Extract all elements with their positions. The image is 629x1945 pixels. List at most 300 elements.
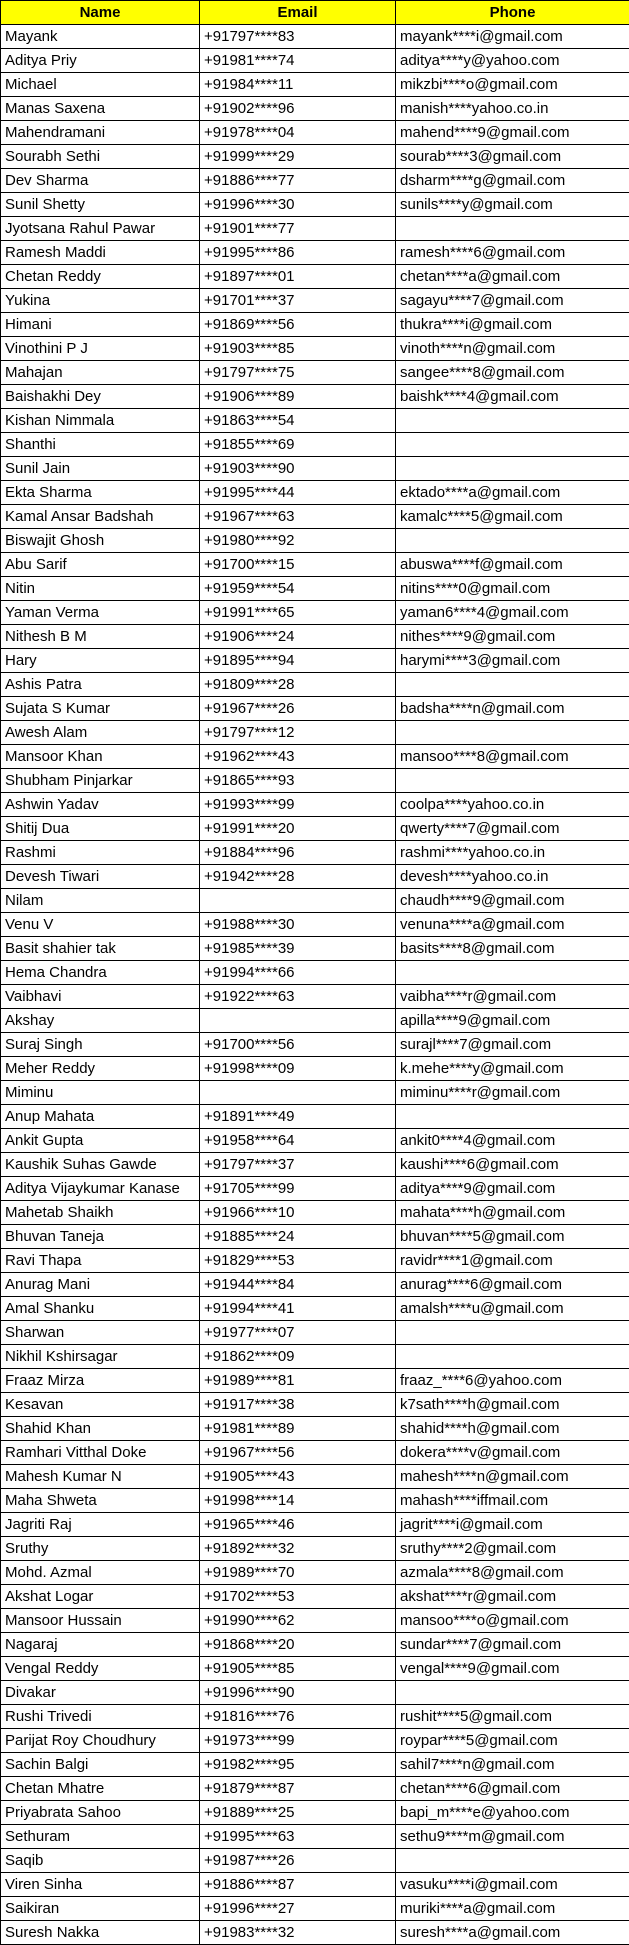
cell-email[interactable]: +91966****10 — [200, 1201, 396, 1225]
cell-email[interactable]: +91977****07 — [200, 1321, 396, 1345]
cell-phone[interactable]: dokera****v@gmail.com — [396, 1441, 629, 1465]
table-row — [1, 601, 629, 625]
cell-name[interactable]: Sujata S Kumar — [1, 697, 200, 721]
cell-name[interactable]: Mahajan — [1, 361, 200, 385]
cell-phone[interactable]: chetan****6@gmail.com — [396, 1777, 629, 1801]
cell-email[interactable]: +91702****53 — [200, 1585, 396, 1609]
cell-phone[interactable]: sruthy****2@gmail.com — [396, 1537, 629, 1561]
cell-phone[interactable]: sangee****8@gmail.com — [396, 361, 629, 385]
table-row — [1, 1033, 629, 1057]
cell-phone[interactable]: kamalc****5@gmail.com — [396, 505, 629, 529]
cell-phone[interactable]: sahil7****n@gmail.com — [396, 1753, 629, 1777]
cell-email[interactable]: +91980****92 — [200, 529, 396, 553]
cell-phone[interactable]: muriki****a@gmail.com — [396, 1897, 629, 1921]
table-row — [1, 169, 629, 193]
cell-email[interactable]: +91991****20 — [200, 817, 396, 841]
cell-phone[interactable]: ramesh****6@gmail.com — [396, 241, 629, 265]
cell-phone[interactable]: fraaz_****6@yahoo.com — [396, 1369, 629, 1393]
cell-email[interactable]: +91982****95 — [200, 1753, 396, 1777]
cell-phone[interactable]: bhuvan****5@gmail.com — [396, 1225, 629, 1249]
cell-phone[interactable] — [396, 1681, 629, 1705]
cell-phone[interactable]: coolpa****yahoo.co.in — [396, 793, 629, 817]
column-header-phone[interactable]: Phone — [396, 1, 629, 25]
cell-name[interactable]: Akshat Logar — [1, 1585, 200, 1609]
cell-phone[interactable]: harymi****3@gmail.com — [396, 649, 629, 673]
cell-name[interactable]: Abu Sarif — [1, 553, 200, 577]
cell-phone[interactable]: dsharm****g@gmail.com — [396, 169, 629, 193]
cell-name[interactable]: Vengal Reddy — [1, 1657, 200, 1681]
column-header-email[interactable]: Email — [200, 1, 396, 25]
table-row — [1, 1057, 629, 1081]
cell-phone[interactable]: nitins****0@gmail.com — [396, 577, 629, 601]
cell-email[interactable] — [200, 1081, 396, 1105]
cell-phone[interactable]: sourab****3@gmail.com — [396, 145, 629, 169]
cell-name[interactable]: Divakar — [1, 1681, 200, 1705]
cell-name[interactable]: Amal Shanku — [1, 1297, 200, 1321]
cell-email[interactable]: +91959****54 — [200, 577, 396, 601]
cell-name[interactable]: Vaibhavi — [1, 985, 200, 1009]
cell-name[interactable]: Sachin Balgi — [1, 1753, 200, 1777]
cell-name[interactable]: Mahendramani — [1, 121, 200, 145]
cell-name[interactable]: Saqib — [1, 1849, 200, 1873]
cell-email[interactable]: +91922****63 — [200, 985, 396, 1009]
table-row — [1, 1825, 629, 1849]
cell-phone[interactable]: apilla****9@gmail.com — [396, 1009, 629, 1033]
cell-email[interactable]: +91868****20 — [200, 1633, 396, 1657]
cell-email[interactable]: +91905****43 — [200, 1465, 396, 1489]
cell-email[interactable]: +91967****26 — [200, 697, 396, 721]
cell-email[interactable]: +91990****62 — [200, 1609, 396, 1633]
cell-phone[interactable]: qwerty****7@gmail.com — [396, 817, 629, 841]
cell-email[interactable]: +91891****49 — [200, 1105, 396, 1129]
cell-email[interactable]: +91995****86 — [200, 241, 396, 265]
cell-phone[interactable]: vasuku****i@gmail.com — [396, 1873, 629, 1897]
cell-phone[interactable] — [396, 217, 629, 241]
table-row — [1, 1921, 629, 1945]
cell-name[interactable]: Sunil Shetty — [1, 193, 200, 217]
cell-email[interactable]: +91981****74 — [200, 49, 396, 73]
cell-email[interactable]: +91855****69 — [200, 433, 396, 457]
cell-email[interactable]: +91995****63 — [200, 1825, 396, 1849]
cell-email[interactable]: +91892****32 — [200, 1537, 396, 1561]
cell-phone[interactable]: yaman6****4@gmail.com — [396, 601, 629, 625]
cell-email[interactable]: +91809****28 — [200, 673, 396, 697]
cell-phone[interactable]: baishk****4@gmail.com — [396, 385, 629, 409]
cell-name[interactable]: Himani — [1, 313, 200, 337]
table-row — [1, 1177, 629, 1201]
table-row — [1, 49, 629, 73]
table-row — [1, 1201, 629, 1225]
cell-name[interactable]: Ramhari Vitthal Doke — [1, 1441, 200, 1465]
table-row — [1, 25, 629, 49]
cell-name[interactable]: Rushi Trivedi — [1, 1705, 200, 1729]
cell-name[interactable]: Sethuram — [1, 1825, 200, 1849]
cell-name[interactable]: Awesh Alam — [1, 721, 200, 745]
cell-email[interactable]: +91885****24 — [200, 1225, 396, 1249]
cell-name[interactable]: Baishakhi Dey — [1, 385, 200, 409]
cell-email[interactable]: +91999****29 — [200, 145, 396, 169]
cell-name[interactable]: Sharwan — [1, 1321, 200, 1345]
table-row — [1, 121, 629, 145]
cell-name[interactable]: Mahesh Kumar N — [1, 1465, 200, 1489]
cell-phone[interactable]: amalsh****u@gmail.com — [396, 1297, 629, 1321]
cell-email[interactable]: +91797****37 — [200, 1153, 396, 1177]
cell-email[interactable]: +91917****38 — [200, 1393, 396, 1417]
table-row — [1, 1513, 629, 1537]
cell-phone[interactable]: aditya****y@yahoo.com — [396, 49, 629, 73]
cell-name[interactable]: Suresh Nakka — [1, 1921, 200, 1945]
table-row — [1, 313, 629, 337]
cell-name[interactable]: Shanthi — [1, 433, 200, 457]
cell-email[interactable]: +91884****96 — [200, 841, 396, 865]
table-row — [1, 409, 629, 433]
cell-phone[interactable]: sunils****y@gmail.com — [396, 193, 629, 217]
table-row — [1, 385, 629, 409]
cell-email[interactable]: +91996****27 — [200, 1897, 396, 1921]
cell-email[interactable]: +91996****30 — [200, 193, 396, 217]
cell-email[interactable]: +91902****96 — [200, 97, 396, 121]
cell-email[interactable]: +91984****11 — [200, 73, 396, 97]
table-row — [1, 553, 629, 577]
cell-name[interactable]: Nagaraj — [1, 1633, 200, 1657]
cell-phone[interactable]: sagayu****7@gmail.com — [396, 289, 629, 313]
cell-phone[interactable] — [396, 1849, 629, 1873]
cell-email[interactable]: +91906****24 — [200, 625, 396, 649]
cell-email[interactable]: +91998****14 — [200, 1489, 396, 1513]
cell-name[interactable]: Sunil Jain — [1, 457, 200, 481]
table-row — [1, 289, 629, 313]
cell-name[interactable]: Nithesh B M — [1, 625, 200, 649]
cell-email[interactable]: +91700****56 — [200, 1033, 396, 1057]
cell-name[interactable]: Meher Reddy — [1, 1057, 200, 1081]
cell-phone[interactable]: mahend****9@gmail.com — [396, 121, 629, 145]
cell-phone[interactable]: vengal****9@gmail.com — [396, 1657, 629, 1681]
cell-email[interactable]: +91700****15 — [200, 553, 396, 577]
table-row — [1, 1801, 629, 1825]
table-row — [1, 529, 629, 553]
cell-name[interactable]: Chetan Mhatre — [1, 1777, 200, 1801]
table-row — [1, 1009, 629, 1033]
cell-email[interactable]: +91863****54 — [200, 409, 396, 433]
cell-phone[interactable]: jagrit****i@gmail.com — [396, 1513, 629, 1537]
cell-name[interactable]: Bhuvan Taneja — [1, 1225, 200, 1249]
cell-email[interactable]: +91988****30 — [200, 913, 396, 937]
table-row — [1, 937, 629, 961]
table-row — [1, 817, 629, 841]
cell-email[interactable]: +91865****93 — [200, 769, 396, 793]
cell-phone[interactable]: vinoth****n@gmail.com — [396, 337, 629, 361]
cell-email[interactable]: +91983****32 — [200, 1921, 396, 1945]
cell-email[interactable]: +91995****44 — [200, 481, 396, 505]
cell-name[interactable]: Ekta Sharma — [1, 481, 200, 505]
cell-phone[interactable] — [396, 961, 629, 985]
cell-email[interactable]: +91903****90 — [200, 457, 396, 481]
cell-email[interactable]: +91993****99 — [200, 793, 396, 817]
cell-email[interactable]: +91981****89 — [200, 1417, 396, 1441]
cell-name[interactable]: Maha Shweta — [1, 1489, 200, 1513]
cell-phone[interactable]: mayank****i@gmail.com — [396, 25, 629, 49]
cell-name[interactable]: Kishan Nimmala — [1, 409, 200, 433]
cell-email[interactable]: +91886****87 — [200, 1873, 396, 1897]
cell-phone[interactable]: abuswa****f@gmail.com — [396, 553, 629, 577]
cell-phone[interactable]: miminu****r@gmail.com — [396, 1081, 629, 1105]
cell-email[interactable]: +91967****56 — [200, 1441, 396, 1465]
table-row — [1, 1369, 629, 1393]
cell-email[interactable]: +91797****75 — [200, 361, 396, 385]
cell-email[interactable]: +91816****76 — [200, 1705, 396, 1729]
cell-email[interactable]: +91886****77 — [200, 169, 396, 193]
cell-name[interactable]: Mansoor Khan — [1, 745, 200, 769]
cell-email[interactable]: +91967****63 — [200, 505, 396, 529]
cell-email[interactable] — [200, 1009, 396, 1033]
cell-name[interactable]: Nilam — [1, 889, 200, 913]
cell-name[interactable]: Aditya Priy — [1, 49, 200, 73]
cell-phone[interactable] — [396, 721, 629, 745]
cell-name[interactable]: Ravi Thapa — [1, 1249, 200, 1273]
cell-email[interactable] — [200, 889, 396, 913]
cell-name[interactable]: Venu V — [1, 913, 200, 937]
cell-name[interactable]: Hema Chandra — [1, 961, 200, 985]
table-body — [1, 25, 629, 1945]
table-row — [1, 337, 629, 361]
table-row — [1, 1849, 629, 1873]
cell-phone[interactable]: ravidr****1@gmail.com — [396, 1249, 629, 1273]
cell-email[interactable]: +91991****65 — [200, 601, 396, 625]
cell-phone[interactable] — [396, 1321, 629, 1345]
cell-email[interactable]: +91905****85 — [200, 1657, 396, 1681]
cell-name[interactable]: Parijat Roy Choudhury — [1, 1729, 200, 1753]
cell-name[interactable]: Shubham Pinjarkar — [1, 769, 200, 793]
cell-email[interactable]: +91862****09 — [200, 1345, 396, 1369]
cell-email[interactable]: +91989****70 — [200, 1561, 396, 1585]
cell-phone[interactable] — [396, 433, 629, 457]
cell-name[interactable]: Saikiran — [1, 1897, 200, 1921]
cell-email[interactable]: +91994****66 — [200, 961, 396, 985]
cell-phone[interactable]: mahesh****n@gmail.com — [396, 1465, 629, 1489]
cell-phone[interactable]: badsha****n@gmail.com — [396, 697, 629, 721]
cell-name[interactable]: Anurag Mani — [1, 1273, 200, 1297]
table-row — [1, 1657, 629, 1681]
cell-name[interactable]: Yaman Verma — [1, 601, 200, 625]
cell-name[interactable]: Mansoor Hussain — [1, 1609, 200, 1633]
table-row — [1, 721, 629, 745]
table-row — [1, 1417, 629, 1441]
cell-name[interactable]: Mahetab Shaikh — [1, 1201, 200, 1225]
cell-phone[interactable]: roypar****5@gmail.com — [396, 1729, 629, 1753]
cell-email[interactable]: +91897****01 — [200, 265, 396, 289]
cell-phone[interactable] — [396, 673, 629, 697]
cell-phone[interactable]: sethu9****m@gmail.com — [396, 1825, 629, 1849]
table-row — [1, 97, 629, 121]
cell-name[interactable]: Kamal Ansar Badshah — [1, 505, 200, 529]
table-row — [1, 145, 629, 169]
cell-email[interactable]: +91906****89 — [200, 385, 396, 409]
table-row — [1, 1633, 629, 1657]
cell-phone[interactable] — [396, 529, 629, 553]
cell-phone[interactable]: shahid****h@gmail.com — [396, 1417, 629, 1441]
table-row — [1, 889, 629, 913]
cell-email[interactable]: +91879****87 — [200, 1777, 396, 1801]
column-header-name[interactable]: Name — [1, 1, 200, 25]
cell-name[interactable]: Viren Sinha — [1, 1873, 200, 1897]
cell-phone[interactable]: ektado****a@gmail.com — [396, 481, 629, 505]
cell-phone[interactable] — [396, 1105, 629, 1129]
cell-email[interactable]: +91985****39 — [200, 937, 396, 961]
cell-name[interactable]: Vinothini P J — [1, 337, 200, 361]
cell-name[interactable]: Fraaz Mirza — [1, 1369, 200, 1393]
table-row — [1, 457, 629, 481]
table-row — [1, 1153, 629, 1177]
cell-phone[interactable]: mahash****iffmail.com — [396, 1489, 629, 1513]
cell-phone[interactable]: bapi_m****e@yahoo.com — [396, 1801, 629, 1825]
cell-name[interactable]: Jagriti Raj — [1, 1513, 200, 1537]
cell-phone[interactable]: k7sath****h@gmail.com — [396, 1393, 629, 1417]
table-row — [1, 985, 629, 1009]
cell-phone[interactable]: anurag****6@gmail.com — [396, 1273, 629, 1297]
table-row — [1, 1609, 629, 1633]
cell-phone[interactable]: azmala****8@gmail.com — [396, 1561, 629, 1585]
cell-name[interactable]: Shahid Khan — [1, 1417, 200, 1441]
cell-phone[interactable]: suresh****a@gmail.com — [396, 1921, 629, 1945]
table-row — [1, 577, 629, 601]
cell-phone[interactable]: mahata****h@gmail.com — [396, 1201, 629, 1225]
cell-phone[interactable]: akshat****r@gmail.com — [396, 1585, 629, 1609]
cell-email[interactable]: +91996****90 — [200, 1681, 396, 1705]
cell-name[interactable]: Ashis Patra — [1, 673, 200, 697]
cell-phone[interactable]: mansoo****8@gmail.com — [396, 745, 629, 769]
cell-name[interactable]: Dev Sharma — [1, 169, 200, 193]
cell-phone[interactable]: mikzbi****o@gmail.com — [396, 73, 629, 97]
table-row — [1, 1465, 629, 1489]
cell-name[interactable]: Ankit Gupta — [1, 1129, 200, 1153]
cell-phone[interactable]: chetan****a@gmail.com — [396, 265, 629, 289]
cell-email[interactable]: +91978****04 — [200, 121, 396, 145]
table-row — [1, 1081, 629, 1105]
table-row — [1, 697, 629, 721]
cell-email[interactable]: +91944****84 — [200, 1273, 396, 1297]
cell-name[interactable]: Miminu — [1, 1081, 200, 1105]
cell-name[interactable]: Chetan Reddy — [1, 265, 200, 289]
table-row — [1, 961, 629, 985]
cell-phone[interactable]: rashmi****yahoo.co.in — [396, 841, 629, 865]
cell-phone[interactable]: nithes****9@gmail.com — [396, 625, 629, 649]
cell-name[interactable]: Yukina — [1, 289, 200, 313]
cell-email[interactable]: +91829****53 — [200, 1249, 396, 1273]
cell-phone[interactable]: vaibha****r@gmail.com — [396, 985, 629, 1009]
cell-email[interactable]: +91987****26 — [200, 1849, 396, 1873]
table-row — [1, 1273, 629, 1297]
table-row — [1, 1441, 629, 1465]
cell-phone[interactable] — [396, 1345, 629, 1369]
cell-email[interactable]: +91889****25 — [200, 1801, 396, 1825]
cell-phone[interactable]: sundar****7@gmail.com — [396, 1633, 629, 1657]
cell-name[interactable]: Sruthy — [1, 1537, 200, 1561]
cell-name[interactable]: Devesh Tiwari — [1, 865, 200, 889]
cell-name[interactable]: Manas Saxena — [1, 97, 200, 121]
cell-email[interactable]: +91869****56 — [200, 313, 396, 337]
cell-name[interactable]: Aditya Vijaykumar Kanase — [1, 1177, 200, 1201]
table-row — [1, 913, 629, 937]
table-row — [1, 241, 629, 265]
cell-phone[interactable]: mansoo****o@gmail.com — [396, 1609, 629, 1633]
cell-email[interactable]: +91797****12 — [200, 721, 396, 745]
cell-email[interactable]: +91973****99 — [200, 1729, 396, 1753]
table-row — [1, 481, 629, 505]
cell-phone[interactable]: chaudh****9@gmail.com — [396, 889, 629, 913]
cell-name[interactable]: Mohd. Azmal — [1, 1561, 200, 1585]
cell-email[interactable]: +91965****46 — [200, 1513, 396, 1537]
cell-phone[interactable]: rushit****5@gmail.com — [396, 1705, 629, 1729]
cell-email[interactable]: +91705****99 — [200, 1177, 396, 1201]
cell-email[interactable]: +91701****37 — [200, 289, 396, 313]
cell-name[interactable]: Suraj Singh — [1, 1033, 200, 1057]
cell-email[interactable]: +91942****28 — [200, 865, 396, 889]
cell-name[interactable]: Kesavan — [1, 1393, 200, 1417]
cell-email[interactable]: +91998****09 — [200, 1057, 396, 1081]
cell-name[interactable]: Shitij Dua — [1, 817, 200, 841]
table-row — [1, 265, 629, 289]
cell-email[interactable]: +91903****85 — [200, 337, 396, 361]
cell-name[interactable]: Nitin — [1, 577, 200, 601]
cell-name[interactable]: Mayank — [1, 25, 200, 49]
cell-email[interactable]: +91994****41 — [200, 1297, 396, 1321]
cell-phone[interactable]: surajl****7@gmail.com — [396, 1033, 629, 1057]
cell-name[interactable]: Rashmi — [1, 841, 200, 865]
cell-name[interactable]: Ashwin Yadav — [1, 793, 200, 817]
table-row — [1, 1393, 629, 1417]
cell-name[interactable]: Nikhil Kshirsagar — [1, 1345, 200, 1369]
cell-phone[interactable]: thukra****i@gmail.com — [396, 313, 629, 337]
cell-phone[interactable] — [396, 769, 629, 793]
cell-phone[interactable]: devesh****yahoo.co.in — [396, 865, 629, 889]
cell-phone[interactable] — [396, 457, 629, 481]
cell-email[interactable]: +91901****77 — [200, 217, 396, 241]
cell-email[interactable]: +91989****81 — [200, 1369, 396, 1393]
table-row — [1, 433, 629, 457]
cell-name[interactable]: Biswajit Ghosh — [1, 529, 200, 553]
cell-name[interactable]: Ramesh Maddi — [1, 241, 200, 265]
cell-name[interactable]: Jyotsana Rahul Pawar — [1, 217, 200, 241]
cell-phone[interactable]: ankit0****4@gmail.com — [396, 1129, 629, 1153]
cell-phone[interactable]: aditya****9@gmail.com — [396, 1177, 629, 1201]
cell-phone[interactable]: k.mehe****y@gmail.com — [396, 1057, 629, 1081]
cell-name[interactable]: Akshay — [1, 1009, 200, 1033]
cell-email[interactable]: +91797****83 — [200, 25, 396, 49]
table-row — [1, 1873, 629, 1897]
cell-email[interactable]: +91895****94 — [200, 649, 396, 673]
cell-phone[interactable]: venuna****a@gmail.com — [396, 913, 629, 937]
cell-phone[interactable]: basits****8@gmail.com — [396, 937, 629, 961]
cell-name[interactable]: Anup Mahata — [1, 1105, 200, 1129]
cell-name[interactable]: Priyabrata Sahoo — [1, 1801, 200, 1825]
table-row — [1, 505, 629, 529]
cell-name[interactable]: Kaushik Suhas Gawde — [1, 1153, 200, 1177]
table-row — [1, 1345, 629, 1369]
table-row — [1, 361, 629, 385]
table-row — [1, 793, 629, 817]
table-row — [1, 673, 629, 697]
cell-email[interactable]: +91958****64 — [200, 1129, 396, 1153]
cell-name[interactable]: Hary — [1, 649, 200, 673]
cell-name[interactable]: Basit shahier tak — [1, 937, 200, 961]
cell-name[interactable]: Sourabh Sethi — [1, 145, 200, 169]
cell-phone[interactable] — [396, 409, 629, 433]
cell-email[interactable]: +91962****43 — [200, 745, 396, 769]
table-row — [1, 73, 629, 97]
cell-name[interactable]: Michael — [1, 73, 200, 97]
cell-phone[interactable]: kaushi****6@gmail.com — [396, 1153, 629, 1177]
cell-phone[interactable]: manish****yahoo.co.in — [396, 97, 629, 121]
